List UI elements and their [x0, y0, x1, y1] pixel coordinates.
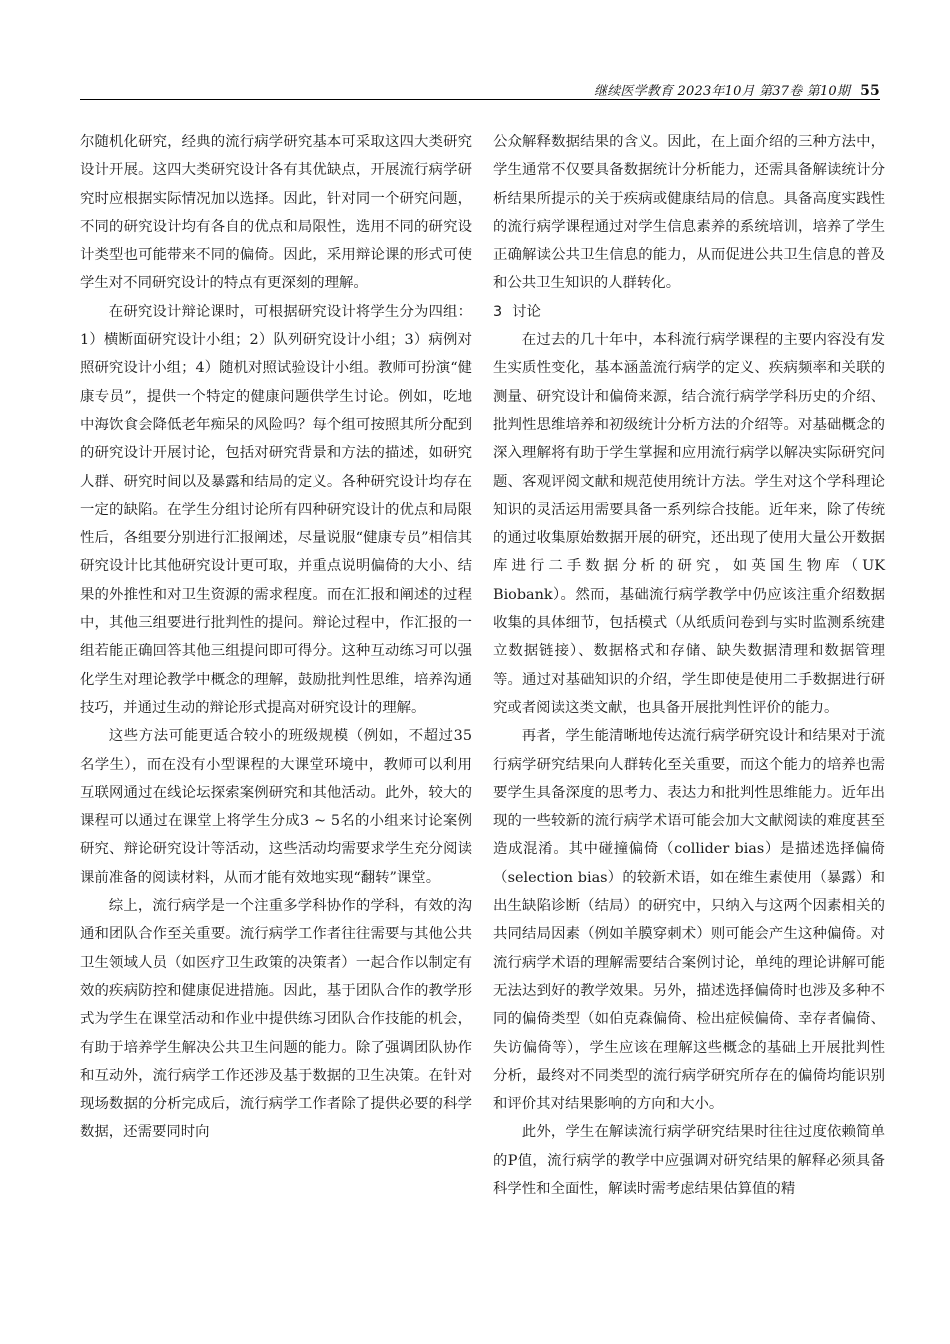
section-heading: [493, 298, 885, 326]
paragraph: 综上，流行病学是一个注重多学科协作的学科，有效的沟通和团队合作至关重要。流行病学工作者往往需要与其他公共卫生领域人员（如医疗卫生政策的决策者）一起合作以制定有效的疾病防控和健康促进措施。因此，基于团队合作的教学形式为学生在课堂活动和作业中提供练习团队合作技能的机会，有助于培养学生解决公共卫生问题的能力。除了强调团队协作和互动外，流行病学工作还涉及基于数据的卫生决策。在针对现场数据的分析完成后，流行病学工作者除了提供必要的科学数据，还需要同时向: [80, 898, 472, 1141]
left-column: [80, 128, 472, 1147]
paragraph: 再者，学生能清晰地传达流行病学研究设计和结果对于流行病学研究结果向人群转化至关重要，而这个能力的培养也需要学生具备深度的思考力、表达力和批判性思维能力。近年出现的一些较新的流行病学术语可能会加大文献阅读的难度甚至造成混淆。其中碰撞偏倚（collider bias）是描述选择偏倚（selection bias）的较新术语，如在维生素使用（暴露）和出生缺陷诊断（结局）的研究中，只纳入与这两个因素相关的共同结局因素（例如羊膜穿刺术）则可能会产生这种偏倚。对流行病学术语的理解需要结合案例讨论，单纯的理论讲解可能无法达到好的教学效果。另外，描述选择偏倚时也涉及多种不同的偏倚类型（如伯克森偏倚、检出症候偏倚、幸存者偏倚、失访偏倚等），学生应该在理解这些概念的基础上开展批判性分析，最终对不同类型的流行病学研究所存在的偏倚均能识别和评价其对结果影响的方向和大小。: [493, 728, 885, 1113]
section-title: 讨论: [512, 303, 541, 320]
section-number: 3: [493, 303, 503, 320]
paragraph: 这些方法可能更适合较小的班级规模（例如，不超过35名学生），而在没有小型课程的大课堂环境中，教师可以利用互联网通过在线论坛探索案例研究和其他活动。此外，较大的课程可以通过在课堂上将学生分成3 ~ 5名的小组来讨论案例研究、辩论研究设计等活动，这些活动均需要求学生充分阅读课前准备的阅读材料，从而才能有效地实现“翻转”课堂。: [80, 728, 472, 886]
page-number: 55: [860, 83, 880, 99]
paragraph: 在过去的几十年中，本科流行病学课程的主要内容没有发生实质性变化，基本涵盖流行病学的定义、疾病频率和关联的测量、研究设计和偏倚来源，结合流行病学学科历史的介绍、批判性思维培养和初级统计分析方法的介绍等。对基础概念的深入理解将有助于学生掌握和应用流行病学以解决实际研究问题、客观评阅文献和规范使用统计方法。学生对这个学科理论知识的灵活运用需要具备一系列综合技能。近年来，除了传统的通过收集原始数据开展的研究，还出现了使用大量公开数据库进行二手数据分析的研究，如英国生物库（UK Biobank）。然而，基础流行病学教学中仍应该注重介绍数据收集的具体细节，包括模式（从纸质问卷到与实时监测系统建立数据链接）、数据格式和存储、缺失数据清理和数据管理等。通过对基础知识的介绍，学生即使是使用二手数据进行研究或者阅读这类文献，也具备开展批判性评价的能力。: [493, 332, 885, 716]
running-header: [80, 76, 880, 100]
paragraph: 在研究设计辩论课时，可根据研究设计将学生分为四组：1）横断面研究设计小组；2）队列研究设计小组；3）病例对照研究设计小组；4）随机对照试验设计小组。教师可扮演“健康专员”，提供一个特定的健康问题供学生讨论。例如，吃地中海饮食会降低老年痴呆的风险吗？每个组可按照其所分配到的研究设计开展讨论，包括对研究背景和方法的描述，如研究人群、研究时间以及暴露和结局的定义。各种研究设计均存在一定的缺陷。在学生分组讨论所有四种研究设计的优点和局限性后，各组要分别进行汇报阐述，尽量说服“健康专员”相信其研究设计比其他研究设计更可取，并重点说明偏倚的大小、结果的外推性和对卫生资源的需求程度。而在汇报和阐述的过程中，其他三组要进行批判性的提问。辩论过程中，作汇报的一组若能正确回答其他三组提问即可得分。这种互动练习可以强化学生对理论教学中概念的理解，鼓励批判性思维，培养沟通技巧，并通过生动的辩论形式提高对研究设计的理解。: [80, 303, 472, 716]
header-rule: [80, 99, 880, 100]
paragraph: 公众解释数据结果的含义。因此，在上面介绍的三种方法中，学生通常不仅要具备数据统计分析能力，还需具备解读统计分析结果所提示的关于疾病或健康结局的信息。具备高度实践性的流行病学课程通过对学生信息素养的系统培训，培养了学生正确解读公共卫生信息的能力，从而促进公共卫生信息的普及和公共卫生知识的人群转化。: [493, 134, 885, 292]
journal-citation: 继续医学教育 2023年10月 第37卷 第10期: [594, 84, 851, 99]
right-column: [493, 128, 885, 1203]
paragraph: 此外，学生在解读流行病学研究结果时往往过度依赖简单的P值，流行病学的教学中应强调对研究结果的解释必须具备科学性和全面性，解读时需考虑结果估算值的精: [493, 1124, 885, 1197]
paragraph: 尔随机化研究，经典的流行病学研究基本可采取这四大类研究设计开展。这四大类研究设计各有其优缺点，开展流行病学研究时应根据实际情况加以选择。因此，针对同一个研究问题，不同的研究设计均有各自的优点和局限性，选用不同的研究设计类型也可能带来不同的偏倚。因此，采用辩论课的形式可使学生对不同研究设计的特点有更深刻的理解。: [80, 134, 472, 292]
journal-info: [594, 80, 880, 99]
